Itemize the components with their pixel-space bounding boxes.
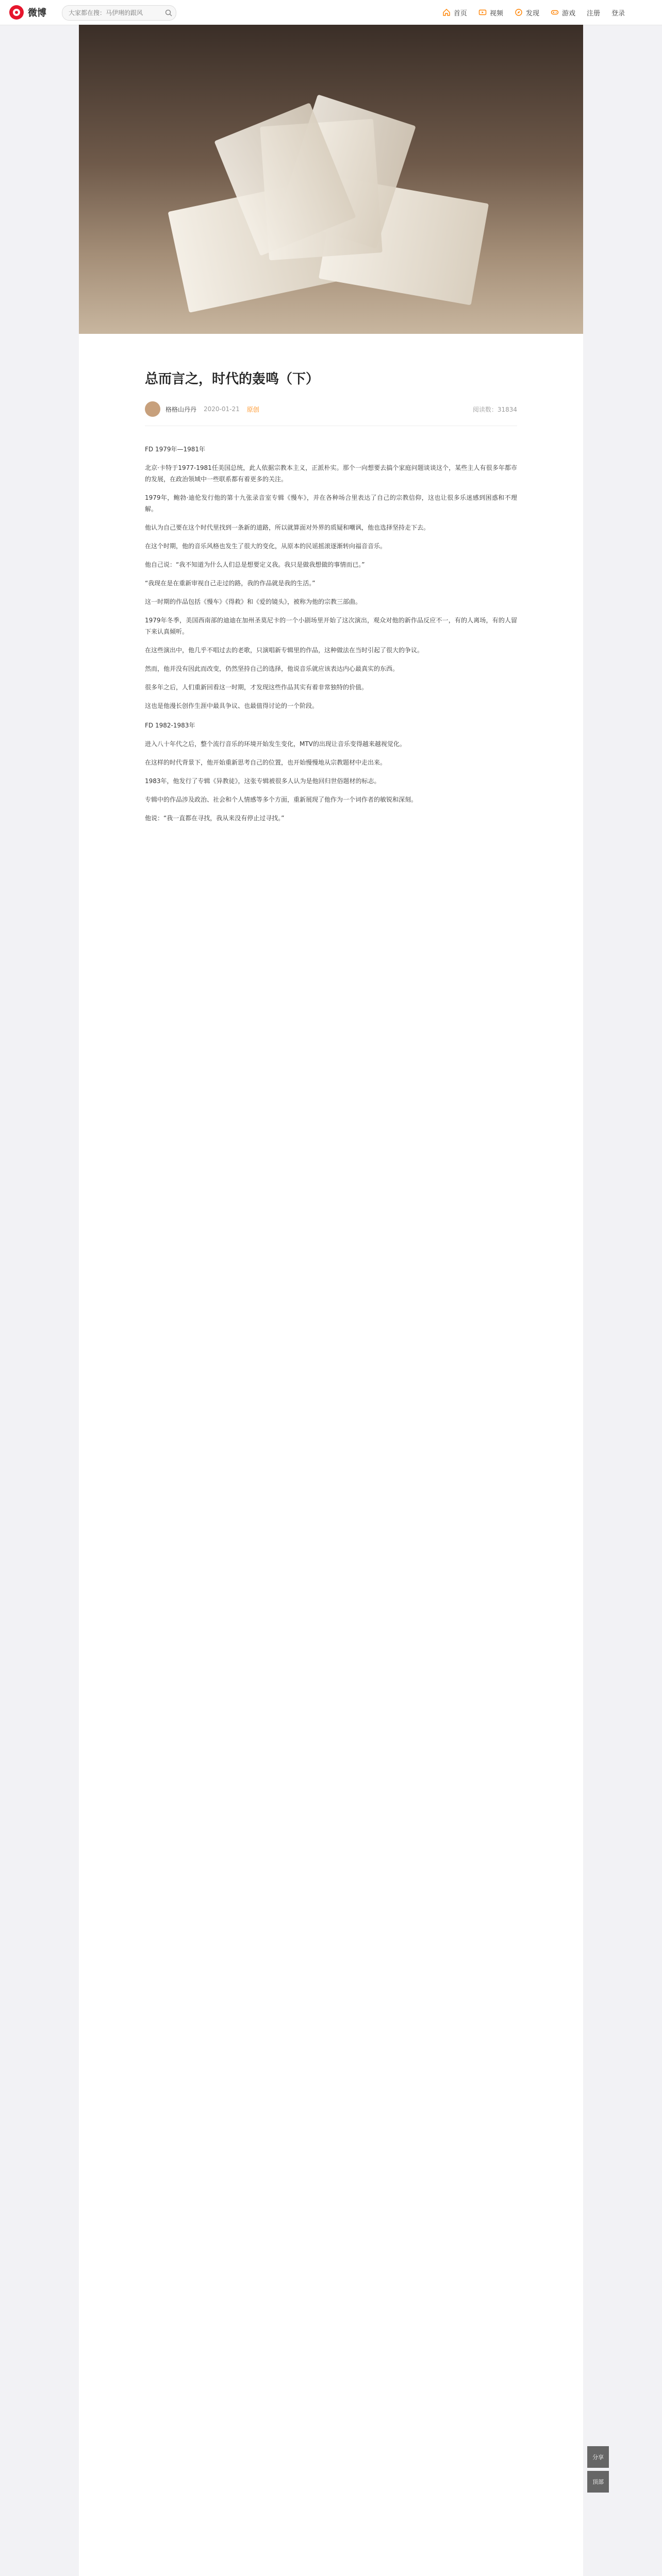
article-body [145,334,517,831]
video-icon [478,8,487,16]
nav-home[interactable] [442,8,467,18]
search-box[interactable] [62,5,176,21]
paragraph: 这一时期的作品包括《慢车》《得救》和《爱的镜头》，被称为他的宗教三部曲。 [145,598,362,605]
publish-date: 2020-01-21 [204,405,240,413]
paragraph: 他说：“我一直都在寻找，我从来没有停止过寻找。” [145,815,285,822]
paragraph: 然而，他并没有因此而改变，仍然坚持自己的选择，他说音乐就应该表达内心最真实的东西。 [145,665,399,672]
nav-video-label: 视频 [489,9,503,18]
paragraph: 他自己说：“我不知道为什么人们总是想要定义我。我只是做我想做的事情而已。” [145,561,365,568]
brand-name: 微博 [28,8,46,19]
nav-login[interactable] [611,8,625,18]
paragraph: 北京·卡特于1977-1981任美国总统，此人依据宗教本主义，正派朴实。那个一向想要去搞个家庭问题谈谈这个，某些主人有很多年都市的发展，在政治领域中一些联系都有着更多的关注。 [145,464,517,483]
paragraph: 1983年，他发行了专辑《异教徒》，这张专辑被很多人认为是他回归世俗题材的标志。 [145,777,380,785]
weibo-logo[interactable] [9,5,46,20]
article-content [145,444,517,824]
search-icon[interactable] [161,9,176,16]
discover-icon [515,8,523,16]
top-navbar [0,0,662,25]
paragraph: 他认为自己要在这个时代里找到一条新的道路，所以就算面对外界的质疑和嘲讽，他也选择坚持走下去。 [145,524,430,531]
nav-video[interactable] [478,8,503,18]
share-button[interactable]: 分享 [587,2446,609,2468]
game-icon [551,8,559,16]
nav-discover-label: 发现 [525,9,539,18]
section-heading: FD 1982-1983年 [145,722,195,729]
paragraph: 专辑中的作品涉及政治、社会和个人情感等多个方面，重新展现了他作为一个词作者的敏锐和深刻。 [145,796,418,803]
section-heading: FD 1979年—1981年 [145,446,206,453]
paragraph: 在这样的时代背景下，他开始重新思考自己的位置，也开始慢慢地从宗教题材中走出来。 [145,759,387,766]
article-title: 总而言之，时代的轰鸣（下） [145,371,320,387]
read-count: 阅读数：31834 [472,405,517,413]
floating-side-tools [587,2446,609,2496]
article-meta [145,400,517,426]
article-container [79,25,583,2576]
main-nav [442,0,625,25]
paragraph: “我现在是在重新审视自己走过的路，我的作品就是我的生活。” [145,580,316,587]
nav-game[interactable] [551,8,575,18]
paragraph: 很多年之后，人们重新回看这一时期，才发现这些作品其实有着非常独特的价值。 [145,684,368,691]
nav-discover[interactable] [515,8,539,18]
nav-login-label: 登录 [611,9,625,18]
nav-game-label: 游戏 [561,9,575,18]
paragraph: 在这个时期，他的音乐风格也发生了很大的变化，从原本的民谣摇滚逐渐转向福音音乐。 [145,543,387,550]
nav-register[interactable] [587,8,600,18]
author-name[interactable]: 格格山丹丹 [166,405,197,413]
avatar[interactable] [145,401,160,417]
nav-home-label: 首页 [453,9,467,18]
original-tag: 原创 [246,405,259,413]
back-to-top-button[interactable]: 顶部 [587,2471,609,2493]
paragraph: 这也是他漫长创作生涯中最具争议、也最值得讨论的一个阶段。 [145,702,319,709]
paragraph: 1979年冬季，美国西南部的迪迪在加州圣莫尼卡的一个小剧场里开始了这次演出，观众对他的新作品反应不一，有的人离场，有的人留下来认真倾听。 [145,617,517,635]
weibo-eye-icon [9,5,24,20]
paragraph: 在这些演出中，他几乎不唱过去的老歌，只演唱新专辑里的作品，这种做法在当时引起了很大的争议。 [145,647,424,654]
paragraph: 1979年，鲍勃·迪伦发行他的第十九张录音室专辑《慢车》，并在各种场合里表达了自己的宗教信仰，这也让很多乐迷感到困惑和不理解。 [145,494,517,513]
paragraph: 进入八十年代之后，整个流行音乐的环境开始发生变化，MTV的出现让音乐变得越来越视觉化。 [145,740,406,748]
nav-register-label: 注册 [586,9,600,18]
search-input[interactable] [62,6,161,20]
hero-image-open-book [79,25,583,334]
home-icon [442,8,451,16]
